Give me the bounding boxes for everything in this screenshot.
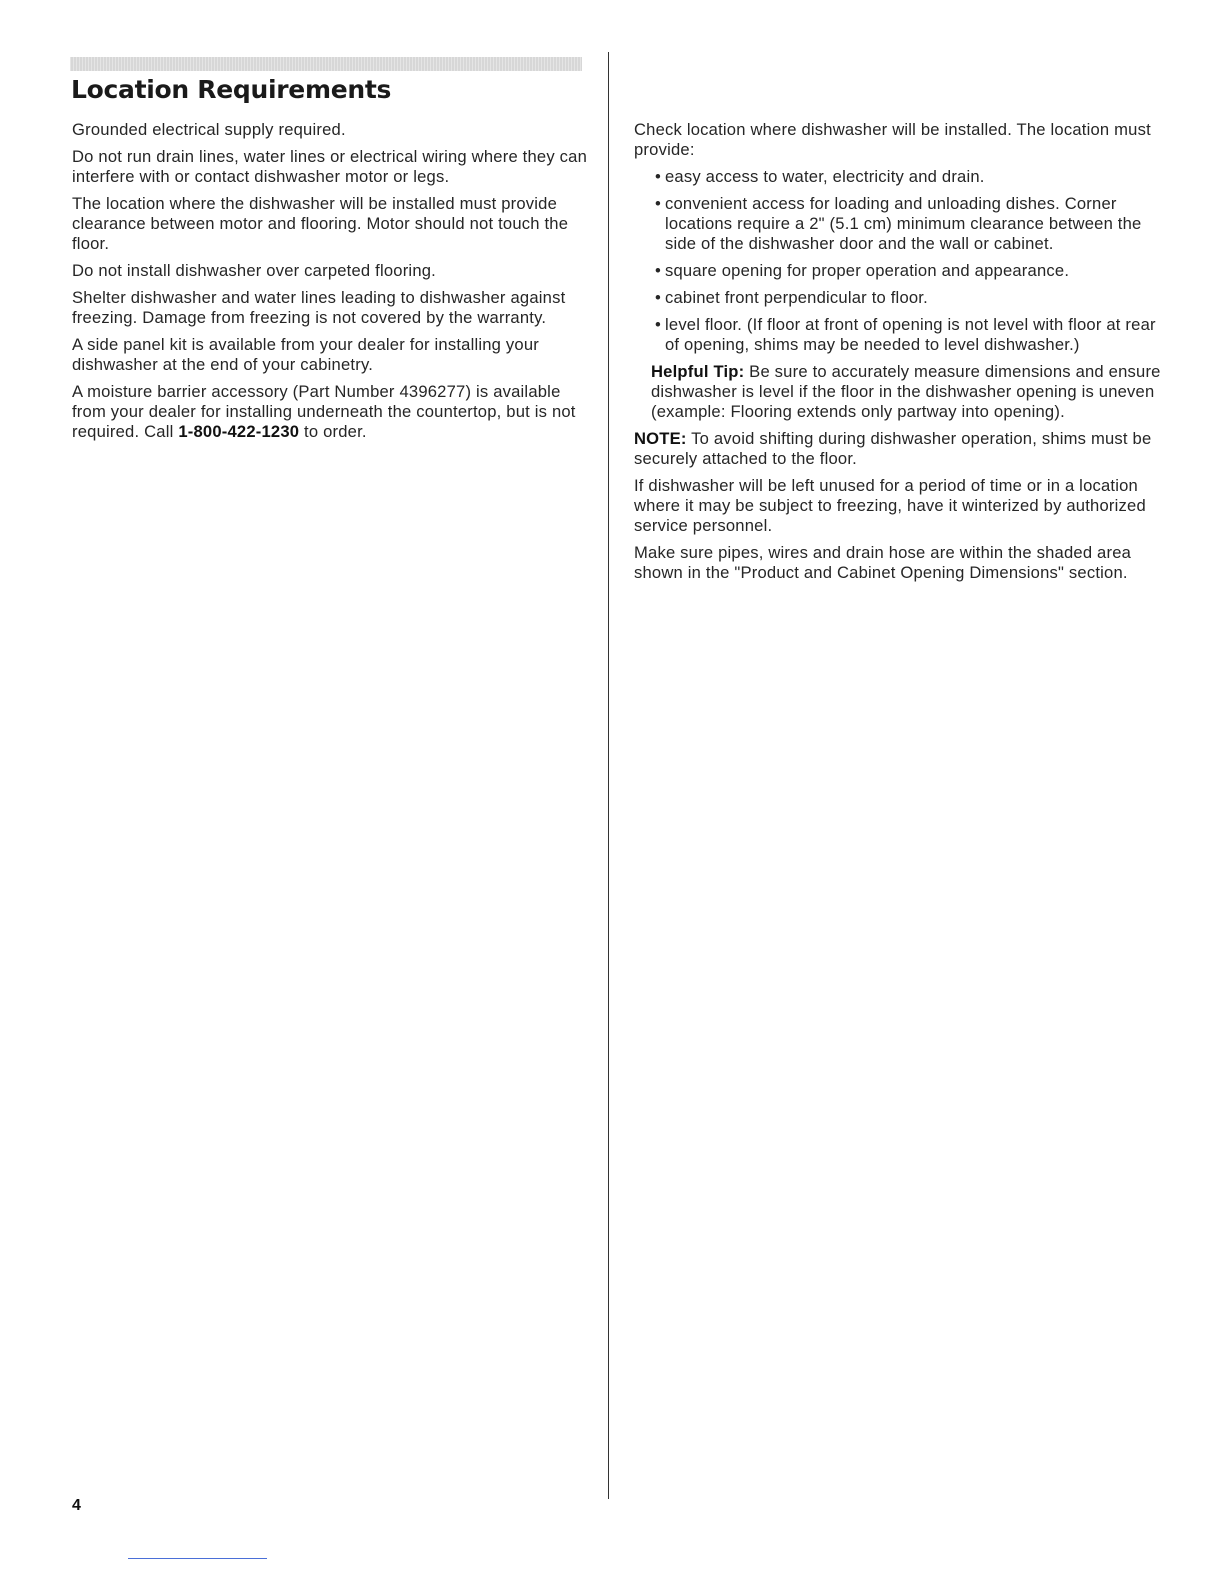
list-item (655, 167, 1164, 187)
list-item-text: square opening for proper operation and appearance. (665, 261, 1070, 280)
paragraph-side-panel-kit: A side panel kit is available from your dealer for installing your dishwasher at the end of your cabinetry. (72, 335, 539, 374)
note (634, 429, 1164, 469)
paragraph-freezing: Shelter dishwasher and water lines leading to dishwasher against freezing. Damage from freezing is not covered by the warranty. (72, 288, 566, 327)
paragraph-winterize: If dishwasher will be left unused for a period of time or in a location where it may be subject to freezing, have it winterized by authorized service personnel. (634, 476, 1146, 535)
paragraph-motor-clearance: The location where the dishwasher will be installed must provide clearance between motor and flooring. Motor should not touch the floor. (72, 194, 569, 253)
note-label: NOTE: (634, 429, 687, 448)
list-item-text: cabinet front perpendicular to floor. (665, 288, 928, 307)
list-item (655, 288, 1164, 308)
page-number: 4 (72, 1497, 81, 1514)
paragraph-carpet: Do not install dishwasher over carpeted flooring. (72, 261, 436, 280)
paragraph-drain-lines: Do not run drain lines, water lines or electrical wiring where they can interfere with or contact dishwasher motor or legs. (72, 147, 588, 186)
column-divider (608, 52, 609, 1499)
helpful-tip-label: Helpful Tip: (651, 362, 745, 381)
bullet: • (655, 167, 662, 186)
paragraph-moisture-barrier (72, 382, 592, 442)
moisture-barrier-text: A moisture barrier accessory (Part Number 4396277) is available from your dealer for installing underneath the countertop, but is not required. Call (72, 382, 576, 441)
moisture-barrier-text-end: to order. (299, 422, 367, 441)
bullet: • (655, 261, 662, 280)
bullet: • (655, 194, 662, 213)
bullet: • (655, 315, 662, 334)
list-item-text: level floor. (If floor at front of opening is not level with floor at rear of opening, shims may be needed to level dishwasher.) (665, 315, 1156, 354)
list-item-text: convenient access for loading and unloading dishes. Corner locations require a 2" (5.1 cm) minimum clearance between the side of the dishwasher door and the wall or cabinet. (665, 194, 1142, 253)
list-item (655, 261, 1164, 281)
location-requirements-list (634, 167, 1164, 355)
paragraph-grounded-supply: Grounded electrical supply required. (72, 120, 346, 139)
footer-line (128, 1558, 267, 1559)
list-item (655, 194, 1164, 254)
section-title: Location Requirements (71, 75, 392, 104)
paragraph-check-location: Check location where dishwasher will be installed. The location must provide: (634, 120, 1151, 159)
paragraph-pipes-wires: Make sure pipes, wires and drain hose are within the shaded area shown in the "Product and Cabinet Opening Dimensions" section. (634, 543, 1132, 582)
bullet: • (655, 288, 662, 307)
helpful-tip-text: Be sure to accurately measure dimensions and ensure dishwasher is level if the floor in the dishwasher opening is uneven (example: Flooring extends only partway into opening). (651, 362, 1161, 421)
note-text: To avoid shifting during dishwasher operation, shims must be securely attached to the floor. (634, 429, 1152, 468)
list-item-text: easy access to water, electricity and drain. (665, 167, 985, 186)
phone-number: 1-800-422-1230 (178, 422, 300, 441)
list-item (655, 315, 1164, 355)
right-column (634, 120, 1164, 590)
helpful-tip (634, 362, 1164, 422)
left-column (72, 120, 592, 449)
section-header-bar (70, 57, 582, 71)
